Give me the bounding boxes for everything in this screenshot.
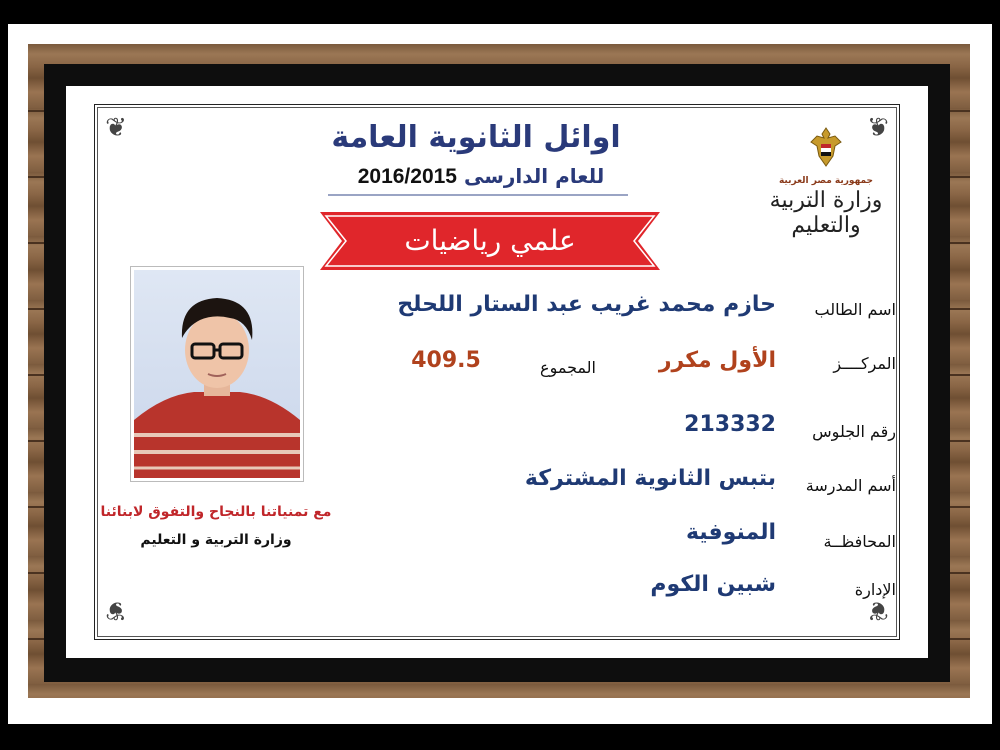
rank-value: الأول مكرر [658, 348, 776, 373]
student-name-label: اسم الطالب [814, 300, 896, 319]
eagle-emblem-icon [809, 126, 843, 170]
governorate-value: المنوفية [685, 520, 776, 545]
ministry-signature: وزارة التربية و التعليم [140, 532, 292, 548]
track-label: علمي رياضيات [404, 224, 576, 257]
student-photo [130, 266, 304, 482]
certificate-card [66, 86, 928, 658]
seat-number-value: 213332 [684, 412, 776, 437]
rank-label: المركــــز [833, 354, 896, 373]
corner-ornament-icon: ❦ [867, 595, 889, 625]
logo-ministry-text: وزارة التربية والتعليم [769, 188, 883, 238]
total-value: 409.5 [411, 348, 481, 373]
corner-ornament-icon: ❦ [105, 113, 127, 143]
administration-value: شبين الكوم [650, 572, 776, 597]
seat-number-label: رقم الجلوس [812, 422, 896, 441]
academic-year [316, 164, 646, 189]
school-value: بتبس الثانوية المشتركة [524, 466, 776, 491]
school-label: أسم المدرسة [805, 476, 896, 495]
logo-country-text: جمهورية مصر العربية [778, 176, 874, 186]
page-title: اوائل الثانوية العامة [331, 120, 621, 155]
corner-ornament-icon: ❦ [105, 595, 127, 625]
year-value: 2016/2015 [357, 165, 457, 188]
total-label: المجموع [540, 358, 596, 377]
governorate-label: المحافظــة [823, 532, 896, 551]
wishes-text: مع تمنياتنا بالنجاح والتفوق لابنائنا [100, 504, 332, 520]
ministry-logo [766, 126, 886, 246]
student-name-value: حازم محمد غريب عبد الستار اللحلح [397, 292, 776, 317]
title-underline [328, 194, 628, 196]
corner-ornament-icon: ❦ [867, 113, 889, 143]
year-prefix: للعام الدارسى [463, 164, 605, 188]
administration-label: الإدارة [854, 580, 896, 599]
